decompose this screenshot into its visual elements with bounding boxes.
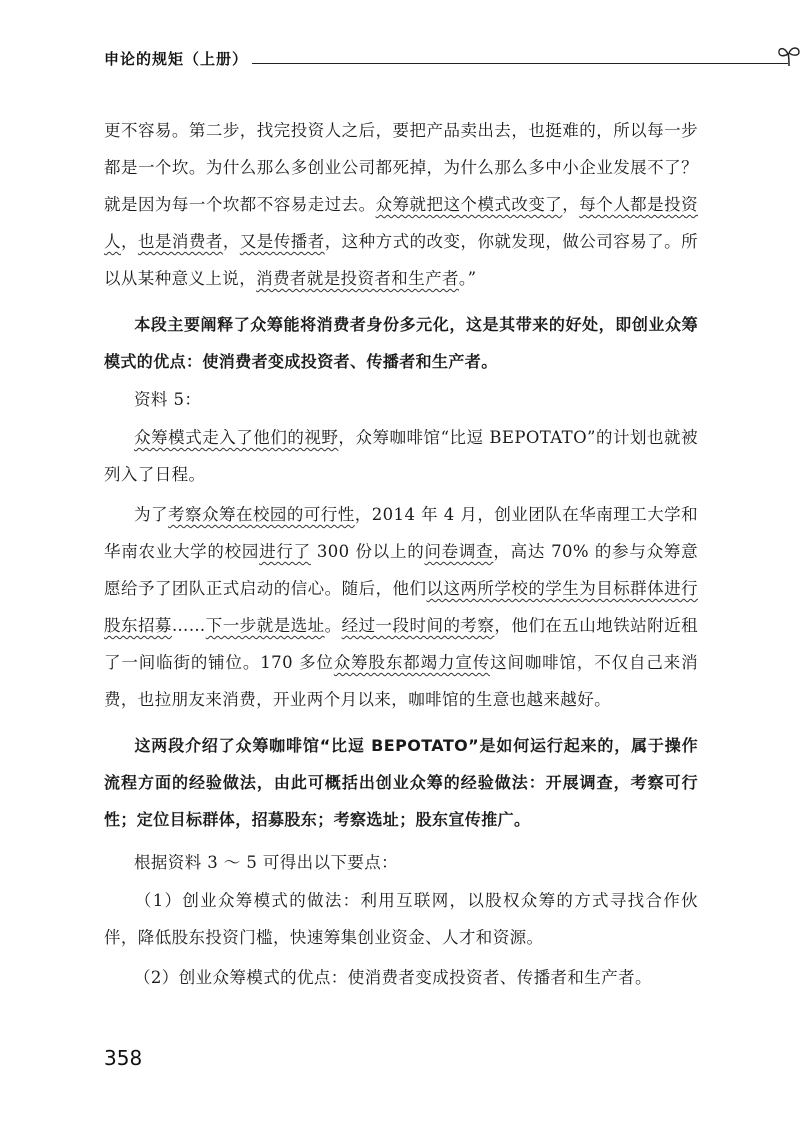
header-rule [252,63,788,64]
analysis-paragraph-1 [104,306,698,380]
underlined-text: 经过一段时间的考察 [341,616,495,635]
text: ，他们在五山地铁站附近租了一间临街的铺位。170 多位 [104,616,698,672]
sprout-icon [776,44,800,68]
underlined-text: 众筹模式走入了他们的视野 [134,428,339,447]
summary-intro [104,844,698,881]
material-label: 资料 5： [134,390,202,409]
summary-intro-text: 根据资料 3 ～ 5 可得出以下要点： [134,853,399,872]
analysis-paragraph-2 [104,727,698,838]
underlined-text: 每个人都是投资人 [104,195,698,251]
paragraph-quote-end [104,112,698,297]
text: 为了 [134,505,169,524]
summary-point-1 [104,882,698,956]
text: ， [562,195,580,214]
text: ， [222,232,240,251]
text: 300 份以上的 [310,542,425,561]
material-paragraph-2 [104,496,698,718]
text: 。 [324,616,342,635]
underlined-text: 以这两所学校的学生为目标群体进行股东招募 [104,579,698,635]
underlined-text: 众筹股东都竭力宣传 [333,653,491,672]
text: ，2014 年 4 月，创业团队在华南理工大学和华南农业大学的校园 [104,505,698,561]
material-heading [104,381,698,418]
text: 这间咖啡馆，不仅自己来消费，也拉朋友来消费，开业两个月以来，咖啡馆的生意也越来越好。 [104,653,698,709]
running-header [104,44,696,72]
summary-point-text: （1）创业众筹模式的做法：利用互联网，以股权众筹的方式寻找合作伙伴，降低股东投资门槛，快速筹集创业资金、人才和资源。 [104,891,698,947]
underlined-text: 消费者就是投资者和生产者 [256,269,459,288]
summary-point-text: （2）创业众筹模式的优点：使消费者变成投资者、传播者和生产者。 [134,968,652,987]
analysis-text: 这两段介绍了众筹咖啡馆“比逗 BEPOTATO”是如何运行起来的，属于操作流程方面的经验做法，由此可概括出创业众筹的经验做法：开展调查，考察可行性；定位目标群体，招募股东；考察选址；股东宣传推广。 [104,736,698,829]
analysis-text: 本段主要阐释了众筹能将消费者身份多元化，这是其带来的好处，即创业众筹模式的优点：使消费者变成投资者、传播者和生产者。 [104,315,698,371]
text: 更不容易。第二步，找完投资人之后，要把产品卖出去，也挺难的，所以每一步都是一个坎。为什么那么多创业公司都死掉，为什么那么多中小企业发展不了？就是因为每一个坎都不容易走过去。 [104,121,698,214]
header-title: 申论的规矩（上册） [104,50,249,68]
underlined-text: 也是消费者 [137,232,223,251]
underlined-text: 又是传播者 [239,232,325,251]
text: 。” [458,269,477,288]
text: ，这种方式的改变，你就发现，做公司容易了。所以从某种意义上说， [104,232,699,288]
underlined-text: 进行了 [259,542,311,561]
summary-point-2 [104,959,698,996]
underlined-text: 众筹就把这个模式改变了 [375,195,563,214]
text: ， [120,232,138,251]
text: ，高达 70% 的参与众筹意愿给予了团队正式启动的信心。随后，他们 [104,542,699,598]
text: ，众筹咖啡馆“比逗 BEPOTATO”的计划也就被列入了日程。 [104,428,698,484]
underlined-text: 问卷调查 [424,542,494,561]
page-number: 358 [104,1046,143,1070]
underlined-text: 考察众筹在校园的可行性 [168,505,355,524]
material-paragraph-1 [104,419,698,493]
text: …… [171,616,206,635]
underlined-text: 下一步就是选址 [205,616,325,635]
